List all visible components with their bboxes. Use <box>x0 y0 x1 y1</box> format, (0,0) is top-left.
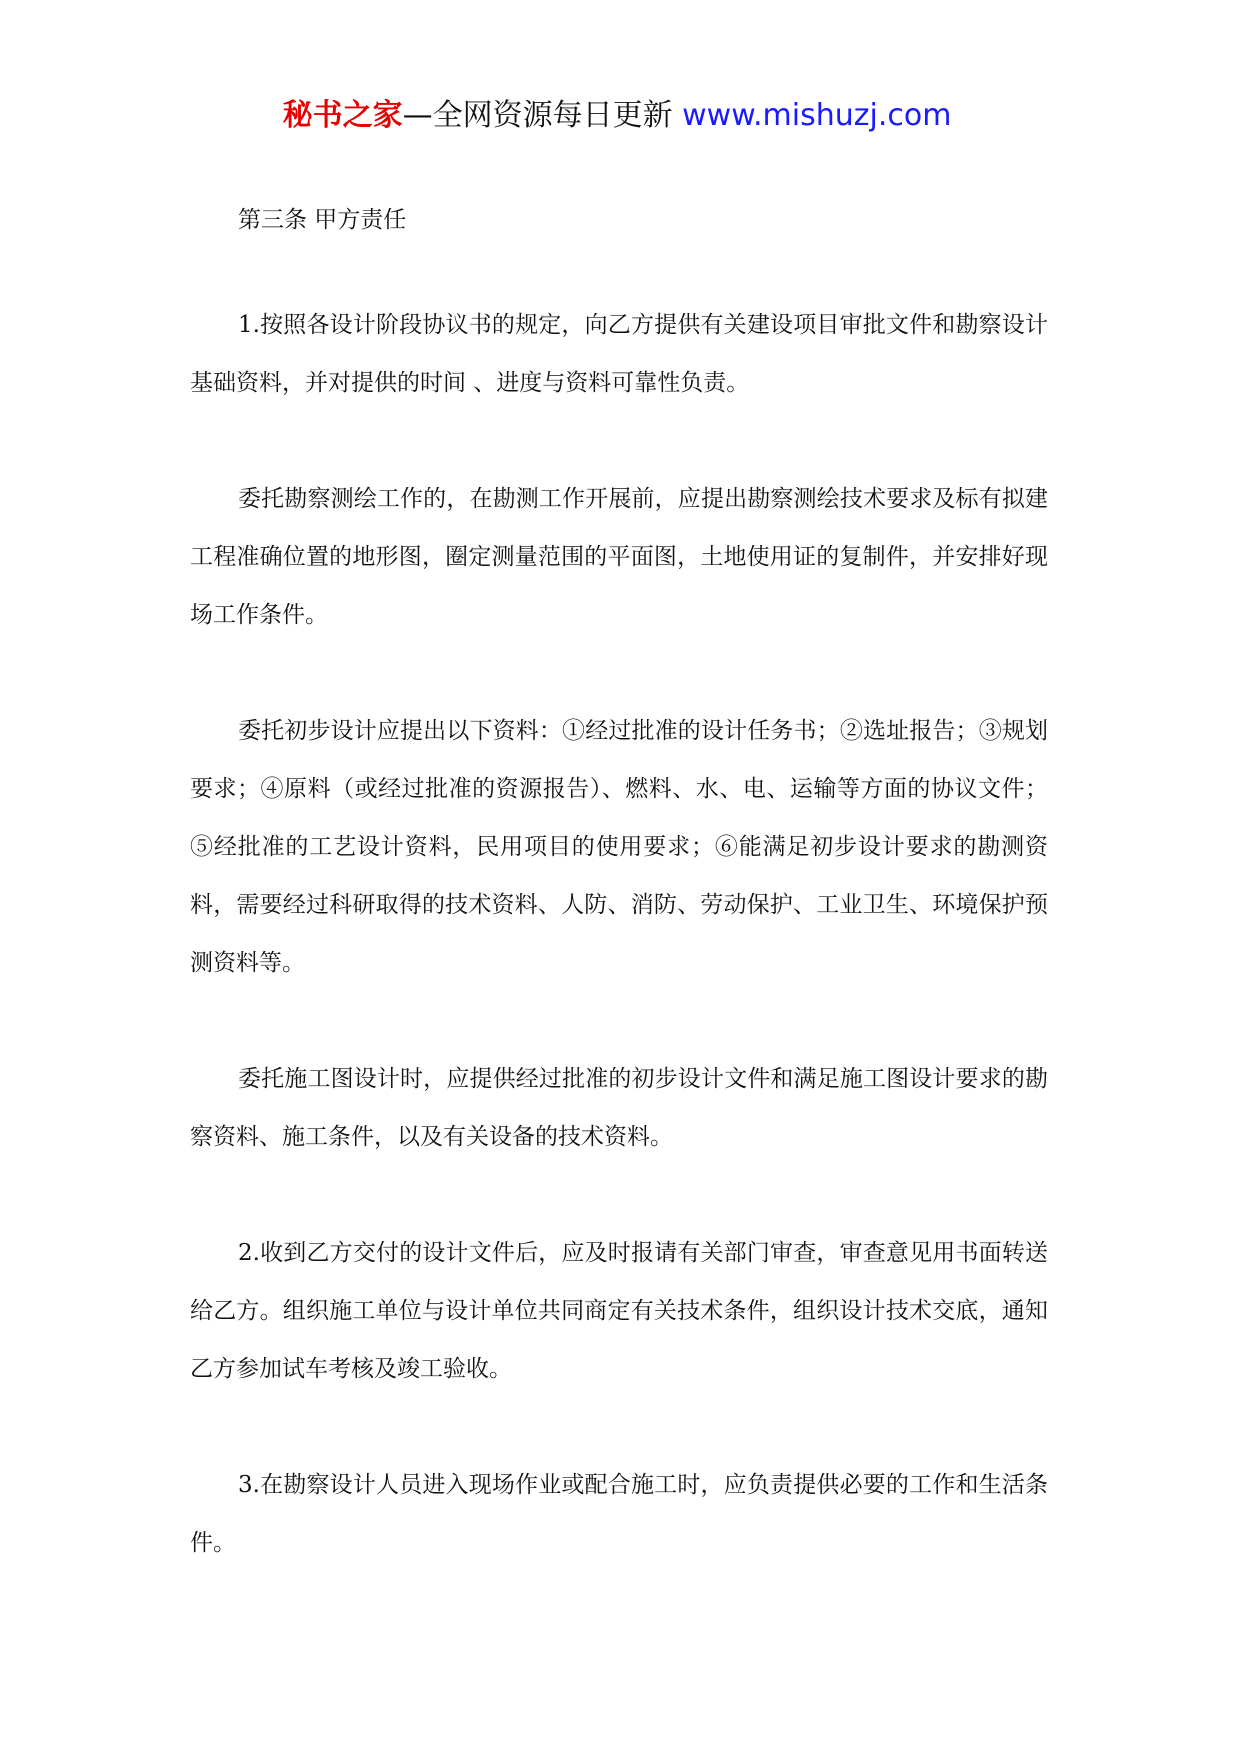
paragraph-3: 委托初步设计应提出以下资料：①经过批准的设计任务书；②选址报告；③规划要求；④原料（或经过批准的资源报告）、燃料、水、电、运输等方面的协议文件；⑤经批准的工艺设计资料，民用项目的使用要求；⑥能满足初步设计要求的勘测资料，需要经过科研取得的技术资料、人防、消防、劳动保护、工业卫生、环境保护预测资料等。 <box>190 718 1048 976</box>
paragraph-4: 委托施工图设计时，应提供经过批准的初步设计文件和满足施工图设计要求的勘察资料、施工条件，以及有关设备的技术资料。 <box>190 1066 1048 1150</box>
section-title: 第三条 甲方责任 <box>238 207 407 233</box>
header-tagline: —全网资源每日更新 <box>402 98 673 133</box>
site-header <box>0 96 1234 136</box>
paragraph-1: 1.按照各设计阶段协议书的规定，向乙方提供有关建设项目审批文件和勘察设计基础资料，并对提供的时间 、进度与资料可靠性负责。 <box>190 312 1048 396</box>
paragraph-2: 委托勘察测绘工作的，在勘测工作开展前，应提出勘察测绘技术要求及标有拟建工程准确位置的地形图，圈定测量范围的平面图，土地使用证的复制件，并安排好现场工作条件。 <box>190 486 1048 628</box>
brand-name: 秘书之家 <box>282 98 403 133</box>
paragraph-5: 2.收到乙方交付的设计文件后，应及时报请有关部门审查，审查意见用书面转送给乙方。组织施工单位与设计单位共同商定有关技术条件，组织设计技术交底，通知乙方参加试车考核及竣工验收。 <box>190 1240 1048 1382</box>
paragraph-6: 3.在勘察设计人员进入现场作业或配合施工时，应负责提供必要的工作和生活条件。 <box>190 1472 1048 1556</box>
document-body <box>190 200 1048 1630</box>
site-url-link[interactable]: www.mishuzj.com <box>682 98 952 133</box>
